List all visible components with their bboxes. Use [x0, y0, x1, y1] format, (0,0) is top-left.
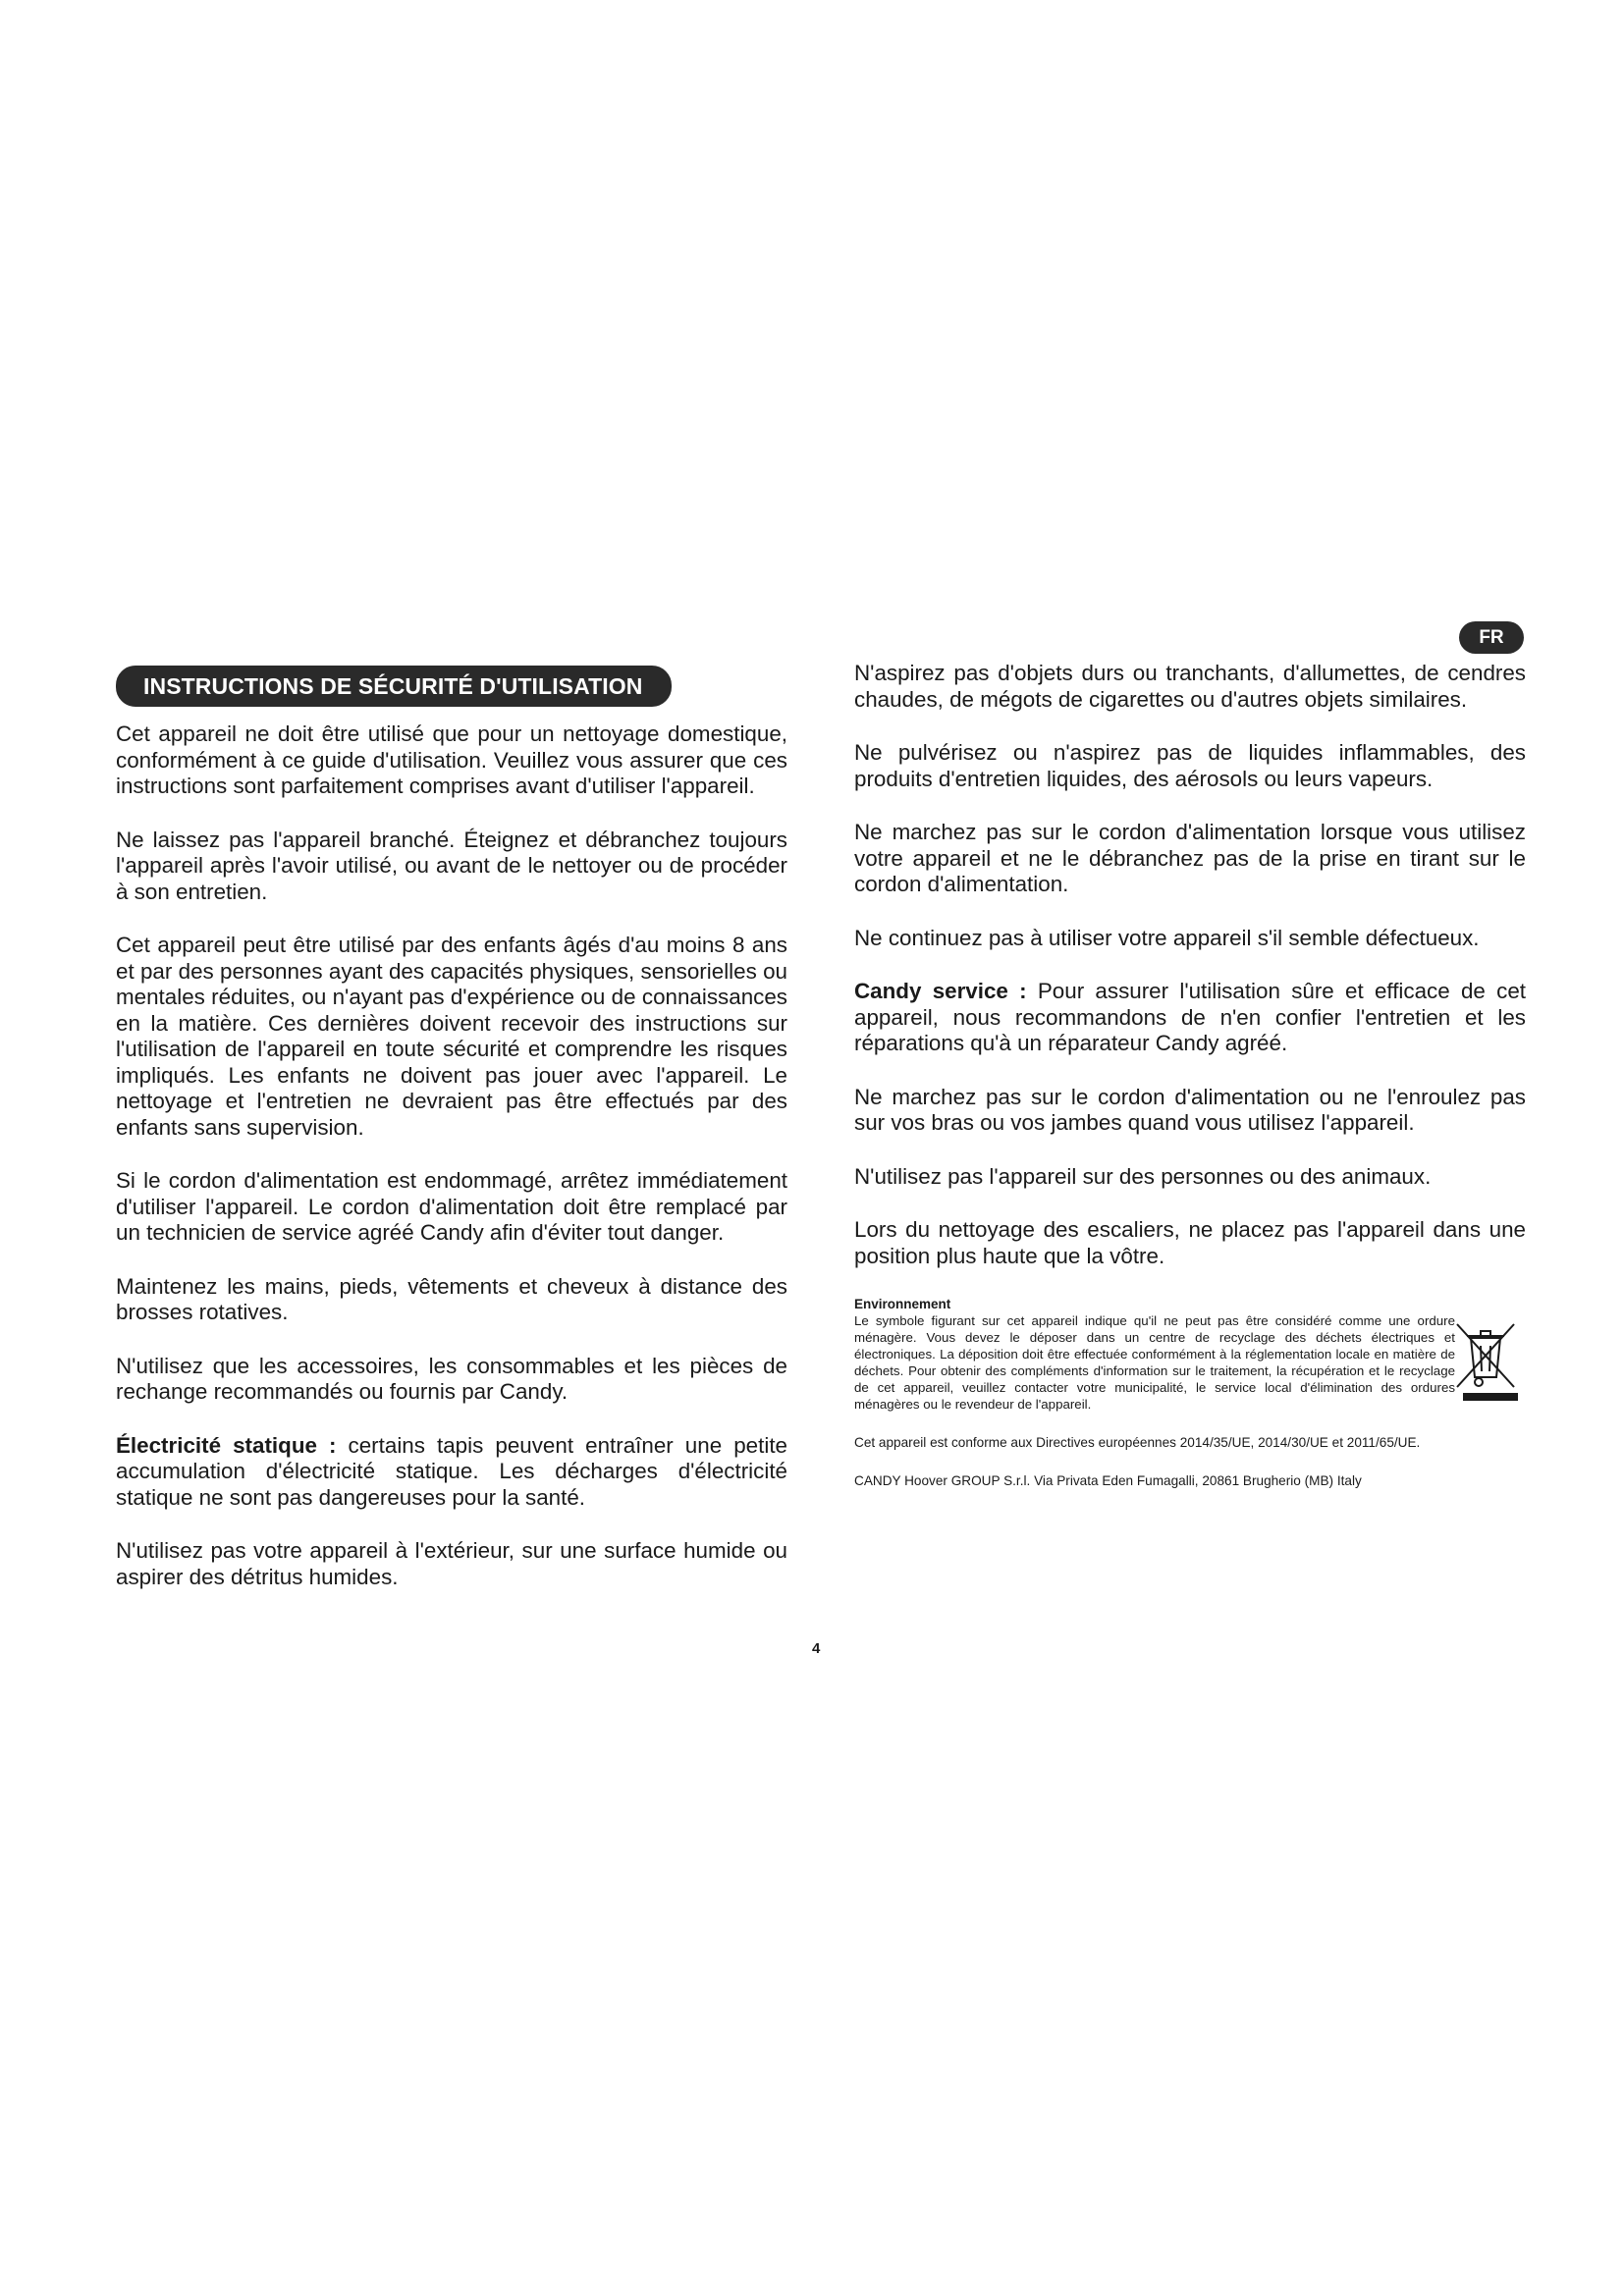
- paragraph-static-electricity: [116, 1433, 787, 1512]
- paragraph-people-animals: N'utilisez pas l'appareil sur des personnes ou des animaux.: [854, 1163, 1432, 1189]
- candy-service-label: Candy service :: [854, 979, 1027, 1003]
- paragraph-power-cord: Ne marchez pas sur le cordon d'alimentation lorsque vous utilisez votre appareil et ne le débranchez pas de la prise en tirant sur le cordon d'alimentation.: [854, 820, 1526, 896]
- static-electricity-text: certains tapis peuvent entraîner une petite accumulation d'électricité statique. Les décharges d'électricité statique ne sont pas dangereuses pour la santé.: [116, 1432, 787, 1510]
- paragraph-stairs: Lors du nettoyage des escaliers, ne placez pas l'appareil dans une position plus haute que la vôtre.: [854, 1217, 1526, 1268]
- paragraph-defective: Ne continuez pas à utiliser votre appareil s'il semble défectueux.: [854, 925, 1480, 950]
- paragraph-accessories: N'utilisez que les accessoires, les consommables et les pièces de rechange recommandés ou fournis par Candy.: [116, 1353, 787, 1404]
- paragraph-domestic-use: Cet appareil ne doit être utilisé que pour un nettoyage domestique, conformément à ce guide d'utilisation. Veuillez vous assurer que ces instructions sont parfaitement comprises avant d'utiliser l'appareil.: [116, 721, 787, 798]
- left-column: [116, 666, 787, 1590]
- environment-block: [854, 1297, 1526, 1413]
- paragraph-outdoor-use: N'utilisez pas votre appareil à l'extérieur, sur une surface humide ou aspirer des détritus humides.: [116, 1538, 787, 1589]
- environment-text: Le symbole figurant sur cet appareil indique qu'il ne peut pas être considéré comme une ordure ménagère. Vous devez le déposer dans un centre de recyclage des déchets électriques et électroniques. La déposition doit être effectuée conformément à la réglementation locale en matière de déchets. Pour obtenir des compléments d'information sur le traitement, la récupération et le recyclage de cet appareil, veuillez contacter votre municipalité, le service local d'élimination des ordures ménagères ou le revendeur de l'appareil.: [854, 1313, 1455, 1412]
- page-number: 4: [812, 1640, 821, 1657]
- paragraph-candy-service: [854, 979, 1526, 1057]
- paragraph-cord-wrap: Ne marchez pas sur le cordon d'alimentation ou ne l'enroulez pas sur vos bras ou vos jambes quand vous utilisez l'appareil.: [854, 1084, 1526, 1135]
- environment-title: Environnement: [854, 1297, 951, 1311]
- paragraph-damaged-cord: Si le cordon d'alimentation est endommagé, arrêtez immédiatement d'utiliser l'appareil. Le cordon d'alimentation doit être remplacé par un technicien de service agréé Candy afin d'éviter tout danger.: [116, 1168, 787, 1245]
- right-column: [854, 661, 1526, 1489]
- section-header: INSTRUCTIONS DE SÉCURITÉ D'UTILISATION: [116, 666, 672, 707]
- language-badge: FR: [1459, 621, 1524, 654]
- paragraph-children: Cet appareil peut être utilisé par des enfants âgés d'au moins 8 ans et par des personnes ayant des capacités physiques, sensorielles ou mentales réduites, ou n'ayant pas d'expérience ou de connaissances en la matière. Ces dernières doivent recevoir des instructions sur l'utilisation de l'appareil en toute sécurité et comprendre les risques impliqués. Les enfants ne doivent pas jouer avec l'appareil. Le nettoyage et l'entretien ne devraient pas être effectués par des enfants sans supervision.: [116, 933, 787, 1140]
- static-electricity-label: Électricité statique :: [116, 1432, 337, 1458]
- paragraph-flammable-liquids: Ne pulvérisez ou n'aspirez pas de liquides inflammables, des produits d'entretien liquides, des aérosols ou leurs vapeurs.: [854, 740, 1526, 791]
- paragraph-unplug: Ne laissez pas l'appareil branché. Éteignez et débranchez toujours l'appareil après l'avoir utilisé, ou avant de le nettoyer ou de procéder à son entretien.: [116, 827, 787, 904]
- crossed-out-wheelie-bin-icon: [1453, 1318, 1518, 1401]
- paragraph-hard-objects: N'aspirez pas d'objets durs ou tranchants, d'allumettes, de cendres chaudes, de mégots de cigarettes ou d'autres objets similaires.: [854, 661, 1526, 712]
- manufacturer-address: CANDY Hoover GROUP S.r.l. Via Privata Eden Fumagalli, 20861 Brugherio (MB) Italy: [854, 1473, 1362, 1488]
- candy-service-text: Pour assurer l'utilisation sûre et efficace de cet appareil, nous recommandons de n'en confier l'entretien et les réparations qu'à un réparateur Candy agréé.: [854, 979, 1526, 1055]
- conformity-statement: Cet appareil est conforme aux Directives européennes 2014/35/UE, 2014/30/UE et 2011/65/UE.: [854, 1435, 1421, 1450]
- paragraph-rotating-brushes: Maintenez les mains, pieds, vêtements et cheveux à distance des brosses rotatives.: [116, 1273, 787, 1324]
